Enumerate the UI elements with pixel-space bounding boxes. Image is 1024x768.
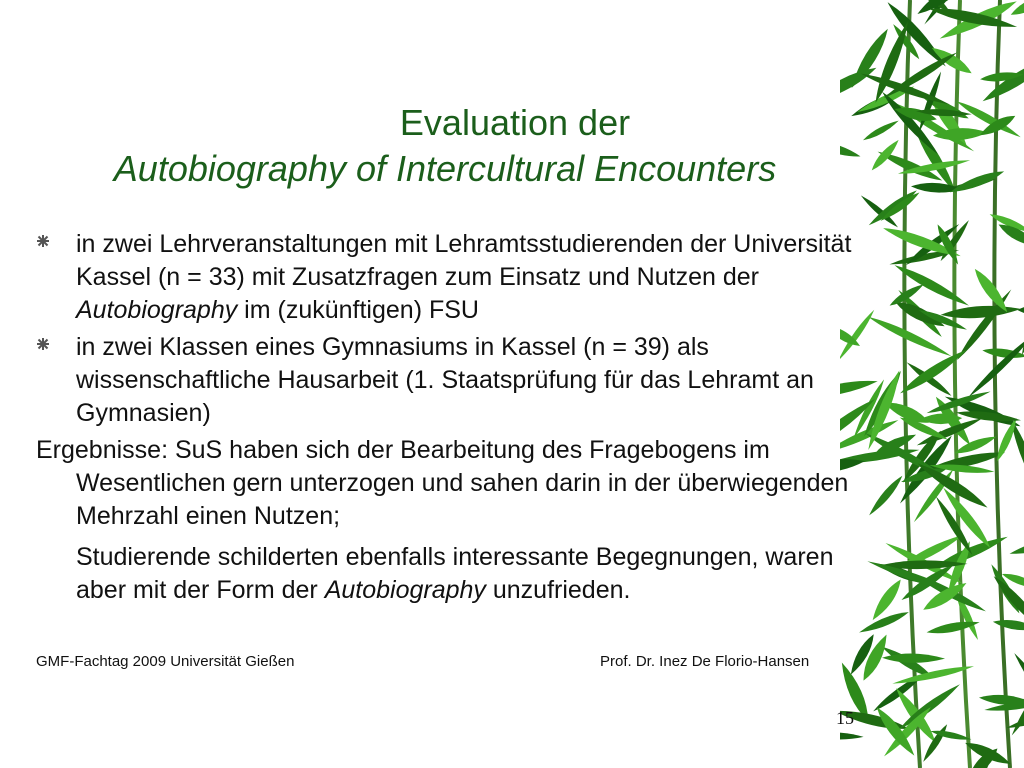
- slide-title: [40, 100, 850, 192]
- bamboo-leaf: [862, 118, 901, 143]
- title-line-2: Autobiography of Intercultural Encounters: [113, 148, 777, 189]
- results-2-post: unzufrieden.: [485, 576, 631, 604]
- results-paragraph-2: [36, 541, 856, 607]
- results-paragraph: Ergebnisse: SuS haben sich der Bearbeitung des Fragebogens im Wesentlichen gern unterzogen und sahen darin in der überwiegenden Mehrzahl einen Nutzen;: [36, 436, 849, 530]
- bullet-1-text-post: im (zukünftigen) FSU: [237, 296, 479, 324]
- bamboo-decoration-image: [840, 0, 1024, 768]
- footer-right: Prof. Dr. Inez De Florio-Hansen: [600, 653, 810, 670]
- results-2-em: Autobiography: [324, 576, 486, 604]
- bamboo-leaf: [858, 608, 911, 636]
- page-number: 15: [836, 708, 854, 728]
- bamboo-leaf: [1019, 639, 1024, 705]
- bamboo-leaf: [1011, 651, 1024, 722]
- bamboo-leaf: [869, 137, 902, 173]
- bamboo-leaf: [1017, 304, 1024, 316]
- bullet-item-2: [36, 331, 856, 430]
- bullet-2-text: in zwei Klassen eines Gymnasiums in Kassel (n = 39) als wissenschaftliche Hausarbeit (1. Staatsprüfung für das Lehramt an Gymnasien): [76, 333, 814, 427]
- slide-body: [36, 228, 856, 607]
- bullet-item-1: [36, 228, 856, 327]
- bamboo-leaf: [878, 190, 921, 224]
- bamboo-leaf: [929, 43, 975, 78]
- bamboo-leaf: [992, 617, 1024, 633]
- asterisk-bullet-icon: [36, 337, 50, 351]
- results-2-pre: Studierende schilderten ebenfalls interessante Begegnungen, waren aber mit der Form der: [76, 543, 834, 604]
- asterisk-bullet-icon: [36, 234, 50, 248]
- bullet-1-text-em: Autobiography: [76, 296, 238, 324]
- footer-left: GMF-Fachtag 2009 Universität Gießen: [36, 653, 295, 670]
- bamboo-leaf: [840, 731, 864, 740]
- bamboo-leaf: [866, 473, 905, 518]
- bamboo-leaf: [1008, 529, 1024, 559]
- bullet-1-text-pre: in zwei Lehrveranstaltungen mit Lehramtsstudierenden der Universität Kassel (n = 33) mit Zusatzfragen zum Einsatz und Nutzen der: [76, 230, 852, 291]
- bamboo-leaf: [897, 346, 969, 398]
- title-line-1: Evaluation der: [399, 102, 631, 143]
- bamboo-leaf: [940, 303, 1021, 320]
